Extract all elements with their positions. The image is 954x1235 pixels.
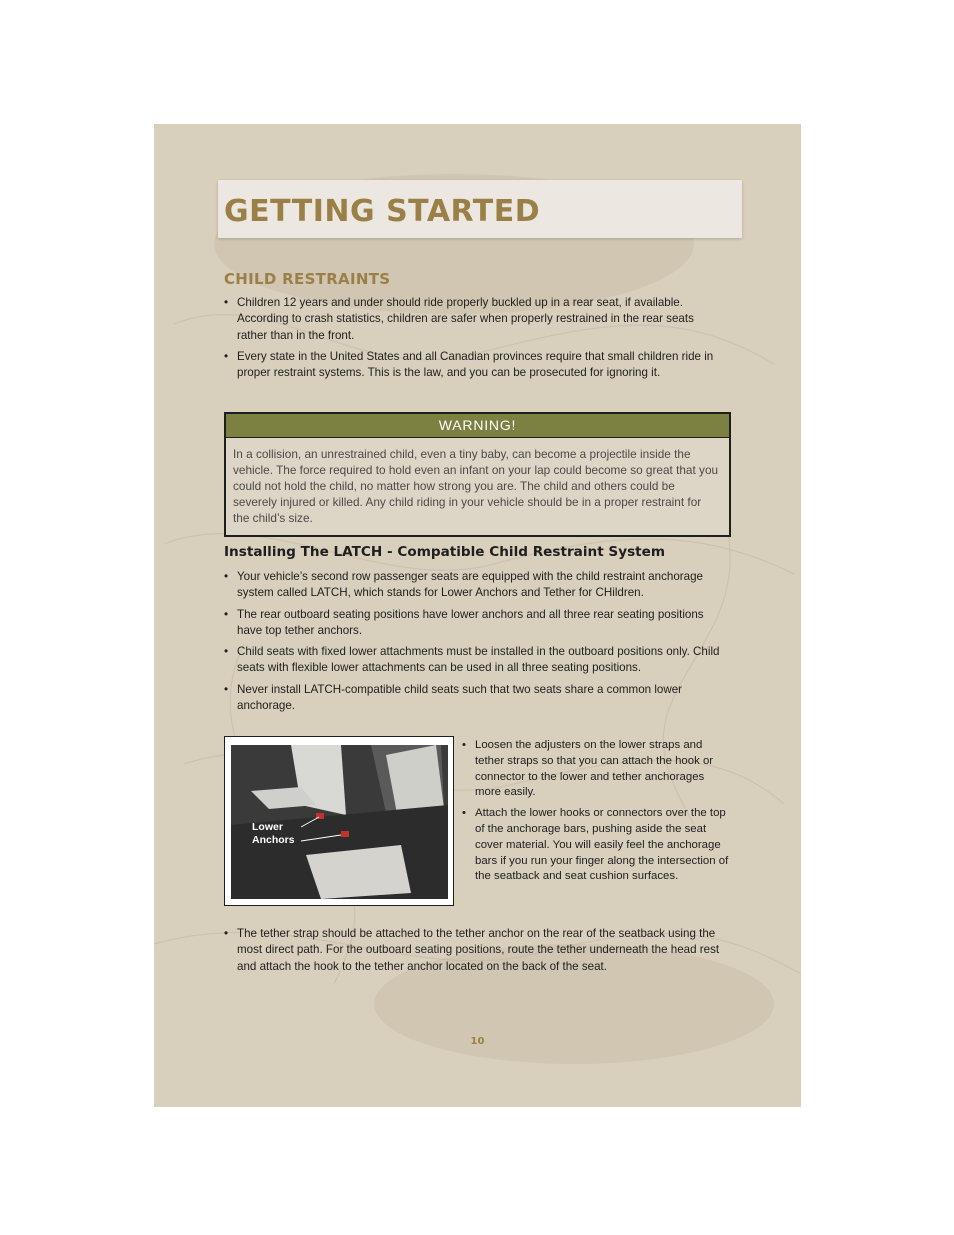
list-item: • Attach the lower hooks or connectors over the top of the anchorage bars, pushing aside the seat cover material. You will easily feel the anchorage bars if you run your finger along the intersection of the seatback and seat cushion surfaces. xyxy=(462,806,732,885)
warning-box xyxy=(224,412,731,537)
list-item: • Every state in the United States and all Canadian provinces require that small children ride in proper restraint systems. This is the law, and you can be prosecuted for ignoring it. xyxy=(224,349,724,382)
list-item: • Child seats with fixed lower attachments must be installed in the outboard positions only. Child seats with flexible lower attachments can be used in all three seating positions. xyxy=(224,644,730,677)
lower-anchors-photo xyxy=(224,736,454,906)
list-item: • Your vehicle’s second row passenger seats are equipped with the child restraint anchorage system called LATCH, which stands for Lower Anchors and Tether for CHildren. xyxy=(224,569,730,602)
page-number: 10 xyxy=(470,1036,485,1047)
list-item: • Loosen the adjusters on the lower straps and tether straps so that you can attach the hook or connector to the lower and tether anchorages more easily. xyxy=(462,738,732,801)
list-item: • Children 12 years and under should ride properly buckled up in a rear seat, if available. According to crash statistics, children are safer when properly restrained in the rear seats rather than in the front. xyxy=(224,295,724,344)
manual-page xyxy=(154,124,801,1107)
lower-anchors-label: Lower Anchors xyxy=(252,821,295,846)
latch-title: Installing The LATCH - Compatible Child Restraint System xyxy=(224,544,666,560)
page-title: GETTING STARTED xyxy=(224,194,541,229)
title-banner xyxy=(218,180,742,238)
list-item: • Never install LATCH-compatible child seats such that two seats share a common lower anchorage. xyxy=(224,682,730,715)
side-bullet-list xyxy=(462,738,732,890)
warning-heading: WARNING! xyxy=(226,414,729,438)
warning-body: In a collision, an unrestrained child, even a tiny baby, can become a projectile inside the vehicle. The force required to hold even an infant on your lap could become so great that you could not hold the child, no matter how strong you are. The child and others could be severely injured or killed. Any child riding in your vehicle should be in a proper restraint for the child’s size. xyxy=(233,447,719,525)
intro-bullet-list xyxy=(224,295,724,386)
latch-bullet-list xyxy=(224,569,730,719)
list-item: • The tether strap should be attached to the tether anchor on the rear of the seatback using the most direct path. For the outboard seating positions, route the tether underneath the head rest and attach the hook to the tether anchor located on the back of the seat. xyxy=(224,926,732,975)
list-item: • The rear outboard seating positions have lower anchors and all three rear seating positions have top tether anchors. xyxy=(224,607,730,640)
section-title: CHILD RESTRAINTS xyxy=(224,270,391,288)
tether-bullet-list xyxy=(224,926,732,980)
